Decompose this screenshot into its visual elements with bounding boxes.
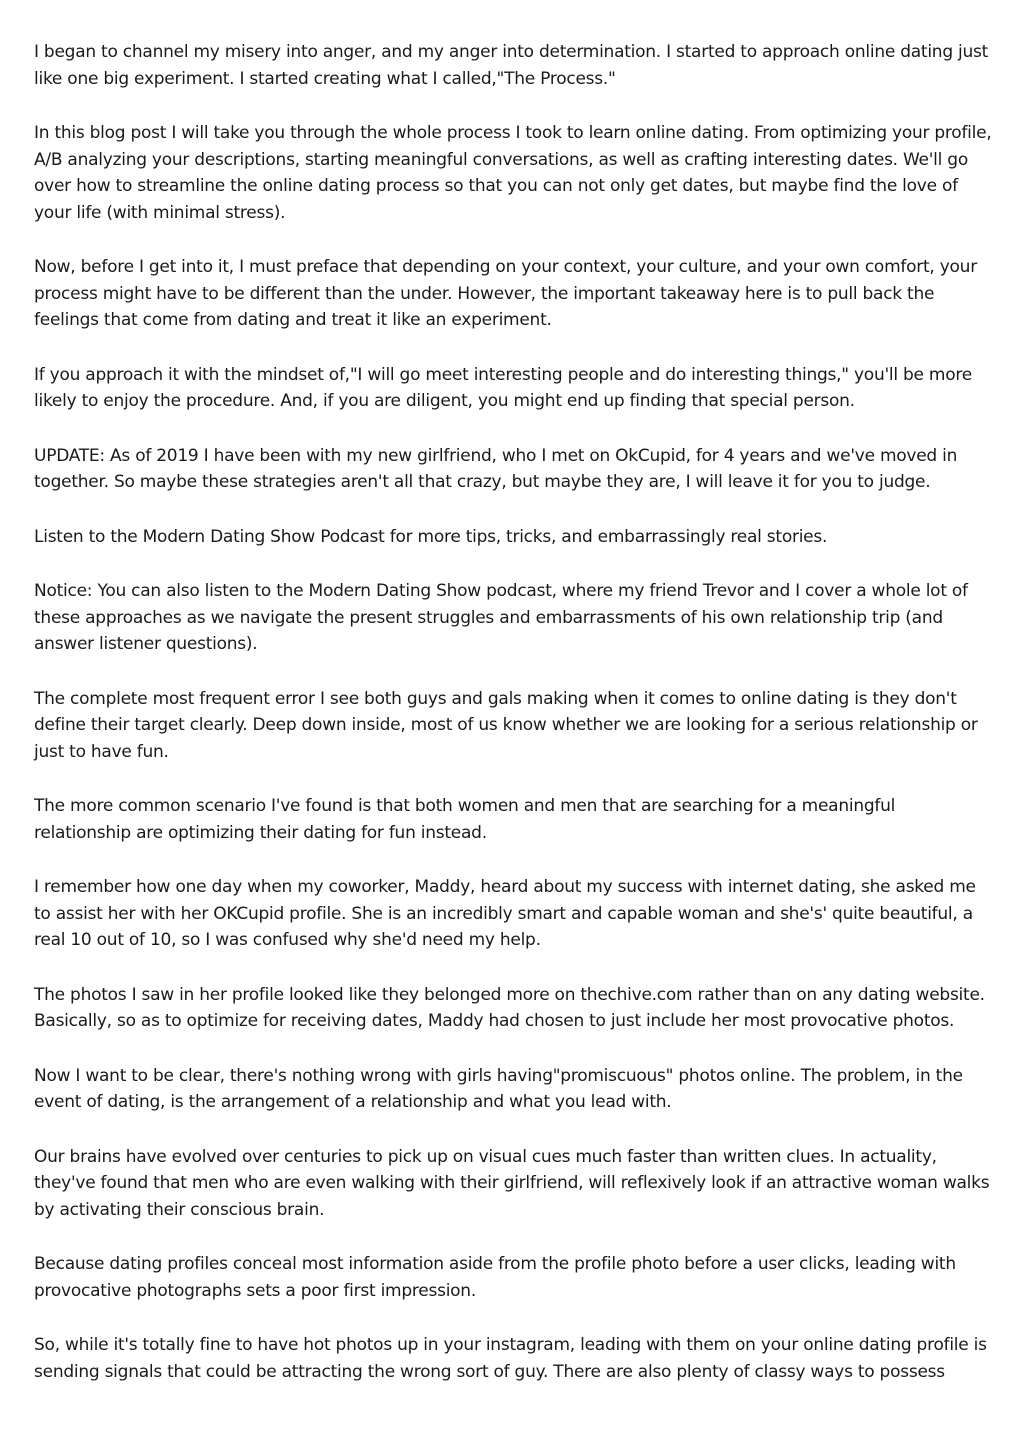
paragraph: Notice: You can also listen to the Modern Dating Show podcast, where my friend Trevor and I cover a whole lot of these approaches as we navigate the present struggles and embarrassments of his own relationship trip (and answer listener questions). xyxy=(34,581,968,654)
paragraph: The photos I saw in her profile looked like they belonged more on thechive.com rather than on any dating website. Basically, so as to optimize for receiving dates, Maddy had chosen to just include her most provocative photos. xyxy=(34,984,985,1031)
paragraph: The more common scenario I've found is that both women and men that are searching for a meaningful relationship are optimizing their dating for fun instead. xyxy=(34,796,896,843)
paragraph: UPDATE: As of 2019 I have been with my new girlfriend, who I met on OkCupid, for 4 years and we've moved in together. So maybe these strategies aren't all that crazy, but maybe they are, I will leave it for you to judge. xyxy=(34,445,958,492)
paragraph: Our brains have evolved over centuries to pick up on visual cues much faster than written clues. In actuality, they've found that men who are even walking with their girlfriend, will reflexively look if an attractive woman walks by activating their conscious brain. xyxy=(34,1146,990,1220)
paragraph: I remember how one day when my coworker, Maddy, heard about my success with internet dating, she asked me to assist her with her OKCupid profile. She is an incredibly smart and capable woman and she's' quite beautiful, a real 10 out of 10, so I was confused why she'd need my help. xyxy=(34,877,976,950)
paragraph: So, while it's totally fine to have hot photos up in your instagram, leading with them on your online dating profile is sending signals that could be attracting the wrong sort of guy. There are also plenty of classy ways to possess xyxy=(34,1335,987,1382)
paragraph: Listen to the Modern Dating Show Podcast for more tips, tricks, and embarrassingly real stories. xyxy=(34,526,828,547)
paragraph: Because dating profiles conceal most information aside from the profile photo before a user clicks, leading with provocative photographs sets a poor first impression. xyxy=(34,1254,956,1301)
paragraph: In this blog post I will take you through the whole process I took to learn online dating. From optimizing your profile, A/B analyzing your descriptions, starting meaningful conversations, as well as crafting interesting dates. We'll go over how to streamline the online dating process so that you can not only get dates, but maybe find the love of your life (with minimal stress). xyxy=(34,123,992,223)
paragraph: I began to channel my misery into anger, and my anger into determination. I started to approach online dating just like one big experiment. I started creating what I called,"The Process." xyxy=(34,42,989,89)
article-body xyxy=(34,39,992,1413)
paragraph: Now I want to be clear, there's nothing wrong with girls having"promiscuous" photos online. The problem, in the event of dating, is the arrangement of a relationship and what you lead with. xyxy=(34,1065,963,1112)
paragraph: The complete most frequent error I see both guys and gals making when it comes to online dating is they don't define their target clearly. Deep down inside, most of us know whether we are looking for a serious relationship or just to have fun. xyxy=(34,688,978,762)
paragraph: Now, before I get into it, I must preface that depending on your context, your culture, and your own comfort, your process might have to be different than the under. However, the important takeaway here is to pull back the feelings that come from dating and treat it like an experiment. xyxy=(34,257,977,330)
paragraph: If you approach it with the mindset of,"I will go meet interesting people and do interesting things," you'll be more likely to enjoy the procedure. And, if you are diligent, you might end up finding that special person. xyxy=(34,364,972,411)
